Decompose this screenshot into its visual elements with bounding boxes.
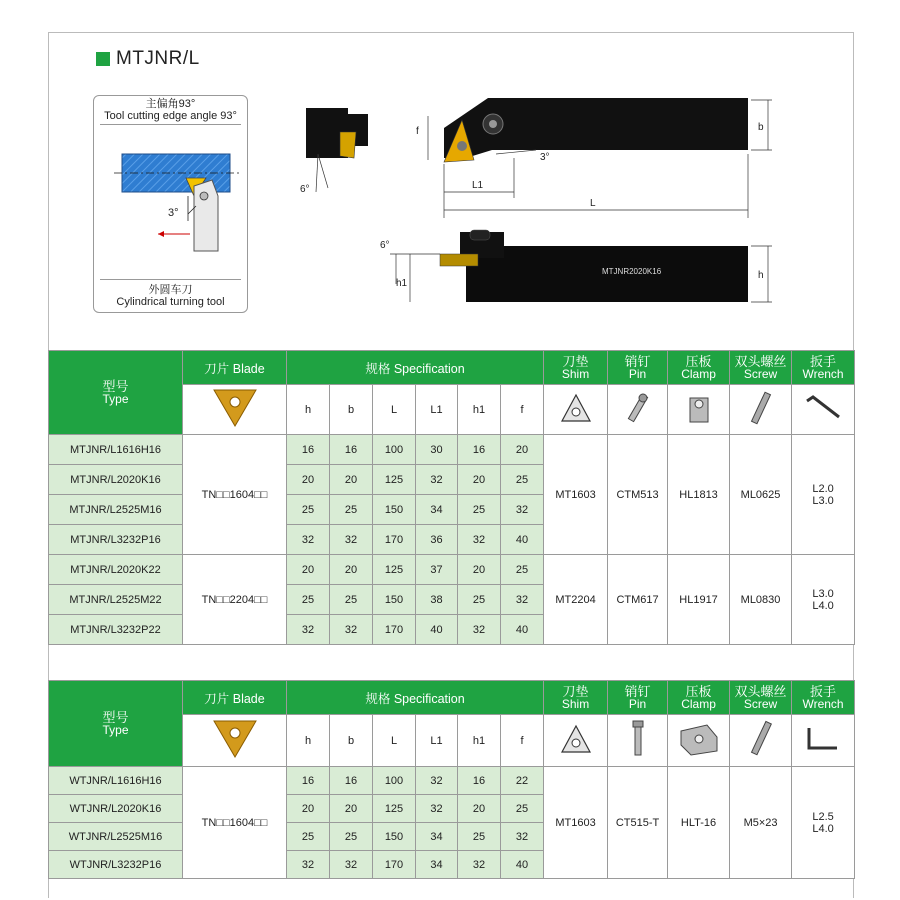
spec-value: 25 [330,495,373,525]
blade-cell: TN□□1604□□ [183,435,287,555]
spec-value: 34 [416,851,458,879]
spec-value: 34 [416,823,458,851]
spec-value: 25 [458,823,501,851]
spec-value: 25 [287,495,330,525]
blade-cell: TN□□1604□□ [183,767,287,879]
spec-value: 30 [416,435,458,465]
label-h1: h1 [396,278,408,289]
col-L1: L1 [416,385,458,435]
spec-value: 150 [373,585,416,615]
turning-diagram [94,126,249,276]
wrench-cell [792,767,855,879]
spec-value: 20 [458,465,501,495]
spec-value: 170 [373,525,416,555]
spec-value: 16 [458,435,501,465]
inset-bottom-caption [94,284,247,308]
header-shim-2: 刀垫 Shim [544,681,608,715]
spec-value: 100 [373,435,416,465]
spec-value: 32 [501,495,544,525]
pin-cell: CT515-T [608,767,668,879]
col-h1-2: h1 [458,715,501,767]
header-wrench: 扳手 Wrench [792,351,855,385]
model-cell: MTJNR/L2020K22 [49,555,183,585]
spec-value: 36 [416,525,458,555]
header-shim: 刀垫 Shim [544,351,608,385]
spec-table-mtjnr [48,350,855,645]
title-square-icon [96,52,110,66]
section-title [96,48,200,70]
spec-value: 32 [330,851,373,879]
col-b-2: b [330,715,373,767]
label-L1: L1 [472,180,484,191]
pin-icon [608,385,668,435]
col-f: f [501,385,544,435]
table-row [49,555,855,585]
shim-cell: MT1603 [544,435,608,555]
spec-value: 32 [330,615,373,645]
header-clamp-2: 压板 Clamp [668,681,730,715]
spec-value: 32 [501,585,544,615]
spec-value: 38 [416,585,458,615]
model-cell: MTJNR/L2020K16 [49,465,183,495]
spec-value: 170 [373,851,416,879]
col-b: b [330,385,373,435]
blade-insert-icon [183,385,287,435]
spec-value: 32 [458,525,501,555]
wrench-size: L3.0 [812,587,834,600]
pin-cell: CTM617 [608,555,668,645]
col-h-2: h [287,715,330,767]
shim-icon [544,385,608,435]
spec-value: 16 [287,435,330,465]
spec-value: 34 [416,495,458,525]
spec-table-wtjnr [48,680,855,879]
spec-value: 25 [287,823,330,851]
spec-value: 125 [373,465,416,495]
header-pin-2: 销钉 Pin [608,681,668,715]
model-cell: MTJNR/L3232P16 [49,525,183,555]
clamp-icon-2 [668,715,730,767]
spec-value: 20 [287,795,330,823]
wrench-size: L2.5 [812,810,834,823]
spec-value: 32 [501,823,544,851]
label-f: f [416,126,419,137]
spec-value: 32 [416,465,458,495]
pin-icon-2 [608,715,668,767]
label-3deg: 3° [540,152,550,163]
wrench-icon-2 [792,715,855,767]
header-blade-2: 刀片 Blade [183,681,287,715]
spec-value: 20 [458,555,501,585]
col-L-2: L [373,715,416,767]
model-cell: WTJNR/L2020K16 [49,795,183,823]
label-b: b [758,122,764,133]
inset-top-cn: 主偏角93° [145,98,196,110]
model-cell: WTJNR/L2525M16 [49,823,183,851]
model-cell: MTJNR/L3232P22 [49,615,183,645]
spec-value: 40 [501,525,544,555]
spec-value: 32 [458,615,501,645]
spec-value: 16 [330,767,373,795]
inset-top-en: Tool cutting edge angle 93° [104,110,237,122]
inset-divider-bottom [100,279,241,280]
spec-value: 20 [330,465,373,495]
wrench-cell [792,555,855,645]
col-h: h [287,385,330,435]
header-screw-2: 双头螺丝 Screw [730,681,792,715]
title-text: MTJNR/L [116,48,200,69]
model-cell: MTJNR/L1616H16 [49,435,183,465]
pin-cell: CTM513 [608,435,668,555]
model-cell: MTJNR/L2525M16 [49,495,183,525]
spec-value: 20 [287,465,330,495]
clamp-icon [668,385,730,435]
label-6deg-a: 6° [300,184,310,195]
spec-value: 16 [287,767,330,795]
shim-cell: MT2204 [544,555,608,645]
spec-value: 25 [330,823,373,851]
label-6deg-b: 6° [380,240,390,251]
inset-bottom-cn: 外圆车刀 [148,284,193,296]
spec-value: 20 [330,555,373,585]
header-clamp: 压板 Clamp [668,351,730,385]
spec-value: 25 [501,795,544,823]
spec-value: 170 [373,615,416,645]
spec-value: 150 [373,495,416,525]
table-row [49,435,855,465]
spec-value: 100 [373,767,416,795]
model-cell: MTJNR/L2525M22 [49,585,183,615]
spec-value: 32 [458,851,501,879]
spec-value: 16 [330,435,373,465]
wrench-size: L3.0 [812,494,834,507]
inset-divider-top [100,124,241,125]
spec-value: 40 [501,615,544,645]
header-wrench-2: 扳手 Wrench [792,681,855,715]
wrench-cell [792,435,855,555]
screw-cell: ML0830 [730,555,792,645]
blade-cell: TN□□2204□□ [183,555,287,645]
model-cell: WTJNR/L3232P16 [49,851,183,879]
header-screw: 双头螺丝 Screw [730,351,792,385]
model-cell: WTJNR/L1616H16 [49,767,183,795]
spec-value: 40 [501,851,544,879]
inset-angle-label: 3° [168,207,179,219]
header-spec-2: 规格 Specification [287,681,544,715]
tool-holder-drawing [296,88,786,318]
screw-cell: M5×23 [730,767,792,879]
blade-insert-icon-2 [183,715,287,767]
header-blade: 刀片 Blade [183,351,287,385]
clamp-cell: HL1917 [668,555,730,645]
spec-value: 20 [458,795,501,823]
spec-value: 25 [458,495,501,525]
spec-value: 32 [287,615,330,645]
header-spec: 规格 Specification [287,351,544,385]
col-f-2: f [501,715,544,767]
spec-value: 20 [501,435,544,465]
screw-cell: ML0625 [730,435,792,555]
spec-value: 32 [416,795,458,823]
screw-icon [730,385,792,435]
spec-value: 40 [416,615,458,645]
col-L: L [373,385,416,435]
label-h: h [758,270,764,281]
spec-value: 32 [287,525,330,555]
spec-value: 125 [373,795,416,823]
wrench-size: L2.0 [812,482,834,495]
spec-value: 25 [501,555,544,585]
spec-value: 125 [373,555,416,585]
wrench-size: L4.0 [812,822,834,835]
header-type: 型号 Type [49,351,183,435]
spec-value: 37 [416,555,458,585]
spec-value: 32 [330,525,373,555]
clamp-cell: HL1813 [668,435,730,555]
engraving-text: MTJNR2020K16 [602,267,662,276]
spec-value: 16 [458,767,501,795]
spec-value: 32 [287,851,330,879]
col-L1-2: L1 [416,715,458,767]
spec-value: 20 [330,795,373,823]
cutting-angle-inset [93,95,248,313]
table-row [49,767,855,795]
label-L: L [590,198,596,209]
header-pin: 销钉 Pin [608,351,668,385]
spec-value: 22 [501,767,544,795]
inset-bottom-en: Cylindrical turning tool [116,296,225,308]
col-h1: h1 [458,385,501,435]
spec-value: 25 [287,585,330,615]
spec-value: 32 [416,767,458,795]
spec-value: 25 [458,585,501,615]
spec-value: 25 [330,585,373,615]
wrench-size: L4.0 [812,599,834,612]
spec-value: 25 [501,465,544,495]
inset-top-caption [94,98,247,122]
header-type-2: 型号 Type [49,681,183,767]
screw-icon-2 [730,715,792,767]
clamp-cell: HLT-16 [668,767,730,879]
wrench-icon [792,385,855,435]
shim-cell: MT1603 [544,767,608,879]
shim-icon-2 [544,715,608,767]
spec-value: 150 [373,823,416,851]
spec-value: 20 [287,555,330,585]
